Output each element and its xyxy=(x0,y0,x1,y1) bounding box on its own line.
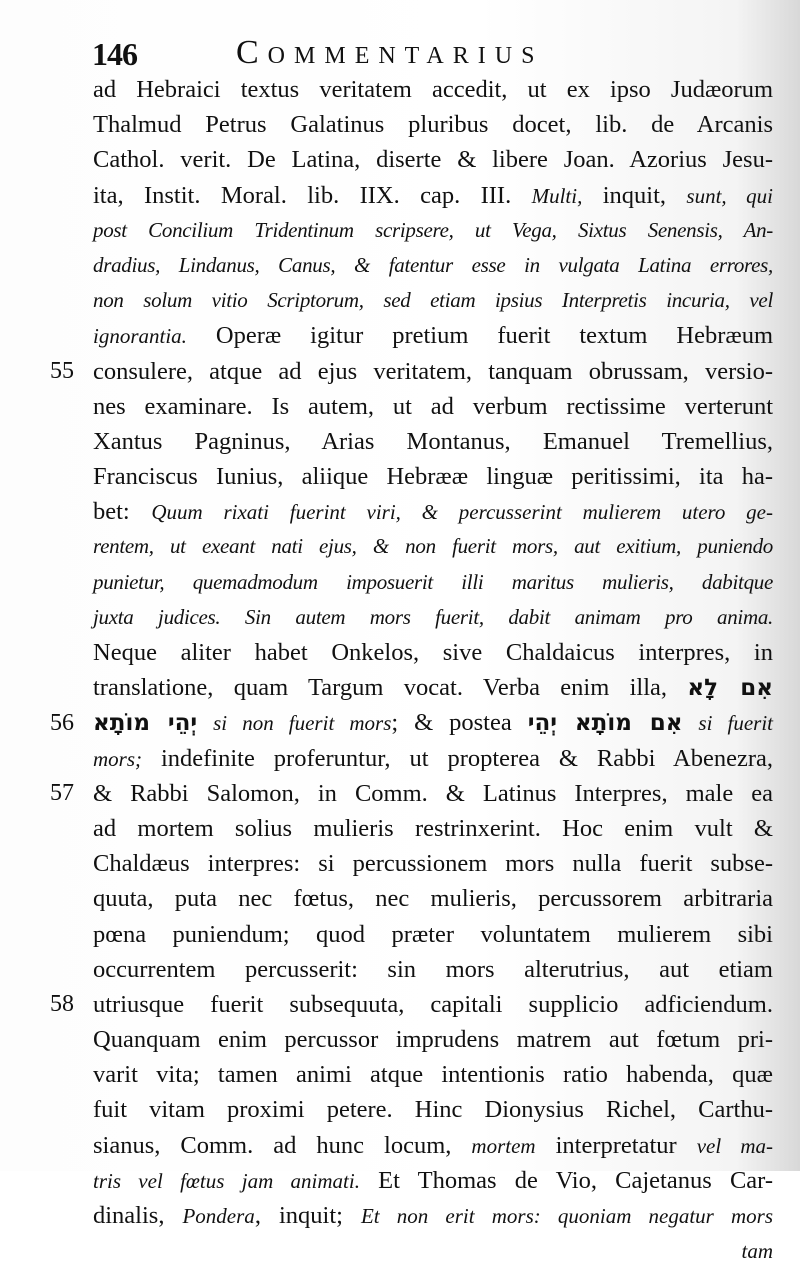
text-segment: indefinite proferuntur, ut propterea & Rabbi Abenezra, xyxy=(142,744,773,772)
text-segment: occurrentem percusserit: sin mors alterutrius, aut etiam xyxy=(93,955,773,983)
text-line xyxy=(93,987,773,1022)
text-segment: varit vita; tamen animi atque intentionis ratio habenda, quæ xyxy=(93,1061,773,1089)
italic-text: Pondera xyxy=(182,1204,255,1228)
text-segment: ; & postea xyxy=(391,709,528,737)
text-line xyxy=(93,635,773,670)
italic-text: Multi, xyxy=(531,183,583,208)
hebrew-text: אִם לָא xyxy=(687,675,773,702)
text-segment: utriusque fuerit subsequuta, capitali supplicio adficiendum. xyxy=(93,990,773,1018)
text-line xyxy=(93,213,773,248)
text-segment: Thalmud Petrus Galatinus pluribus docet, lib. de Arcanis xyxy=(93,111,773,139)
text-segment: rentem, ut exeant nati ejus, & non fuerit mors, aut exitium, puniendo xyxy=(93,534,773,559)
text-segment: ad Hebraici textus veritatem accedit, ut ex ipso Judæorum xyxy=(93,76,773,103)
margin-number: 56 xyxy=(50,709,74,736)
text-line xyxy=(93,424,773,459)
text-line xyxy=(93,248,773,283)
text-segment: dinalis, xyxy=(93,1202,183,1229)
text-segment: Neque aliter habet Onkelos, sive Chaldaicus interpres, in xyxy=(93,639,773,666)
text-line xyxy=(93,72,773,107)
running-head: Commentarius xyxy=(236,34,544,71)
text-segment: Xantus Pagninus, Arias Montanus, Emanuel Tremellius, xyxy=(93,427,773,455)
body-text xyxy=(93,72,773,1268)
text-segment: post Concilium Tridentinum scripsere, ut Vega, Sixtus Senensis, An- xyxy=(93,217,773,242)
text-segment: punietur, quemadmodum imposuerit illi maritus mulieris, dabitque xyxy=(93,569,773,594)
text-segment: ita, Instit. Moral. lib. IIX. cap. III. xyxy=(93,181,532,209)
text-segment: fuit vitam proximi petere. Hinc Dionysius Richel, Carthu- xyxy=(93,1096,773,1124)
text-line xyxy=(93,1163,773,1198)
text-line xyxy=(93,1057,773,1092)
text-segment: translatione, quam Targum vocat. Verba enim illa, xyxy=(93,674,688,702)
text-segment: , inquit; xyxy=(254,1202,361,1229)
text-line xyxy=(93,107,773,142)
text-segment: Chaldæus interpres: si percussionem mors nulla fuerit subse- xyxy=(93,850,773,878)
margin-number: 57 xyxy=(50,780,74,806)
text-segment: pœna puniendum; quod præter voluntatem mulierem sibi xyxy=(93,920,773,948)
text-segment: sianus, Comm. ad hunc locum, xyxy=(93,1131,472,1159)
page-header xyxy=(88,30,778,76)
italic-text: ignorantia. xyxy=(93,324,187,349)
text-line xyxy=(93,811,773,846)
text-line xyxy=(93,1198,773,1233)
text-line xyxy=(93,283,773,318)
text-line xyxy=(93,529,773,564)
text-line xyxy=(93,846,773,881)
italic-text: mors; xyxy=(93,746,143,771)
text-segment: Franciscus Iunius, aliique Hebrææ linguæ peritissimi, ita ha- xyxy=(93,463,773,491)
text-line xyxy=(93,1233,773,1268)
text-segment: dradius, Lindanus, Canus, & fatentur esse in vulgata Latina errores, xyxy=(93,252,773,277)
italic-text: tris vel fœtus jam animati. xyxy=(93,1168,360,1193)
text-line xyxy=(93,318,773,353)
text-line xyxy=(93,178,773,213)
text-line xyxy=(93,881,773,916)
italic-text: sunt, qui xyxy=(686,183,774,208)
text-segment: Et Thomas de Vio, Cajetanus Car- xyxy=(359,1166,773,1194)
text-line xyxy=(93,1022,773,1057)
text-segment: Operæ igitur pretium fuerit textum Hebræum xyxy=(186,322,773,350)
text-segment: quuta, puta nec fœtus, nec mulieris, percussorem arbitraria xyxy=(93,885,773,913)
text-line xyxy=(93,494,773,529)
italic-text: tam xyxy=(741,1239,773,1264)
text-line xyxy=(93,1092,773,1127)
italic-text: vel ma- xyxy=(696,1133,773,1158)
text-segment xyxy=(682,709,698,736)
text-line xyxy=(93,952,773,987)
italic-text: mortem xyxy=(471,1133,536,1158)
italic-text: si non fuerit mors xyxy=(213,711,392,736)
text-line xyxy=(93,670,773,705)
text-segment: Quanquam enim percussor imprudens matrem aut fœtum pri- xyxy=(93,1026,773,1054)
text-segment: nes examinare. Is autem, ut ad verbum rectissime verterunt xyxy=(93,392,773,420)
text-line xyxy=(93,705,773,740)
text-line xyxy=(93,917,773,952)
hebrew-text: יְהֵי מוֹתָא xyxy=(93,710,198,737)
text-segment: & Rabbi Salomon, in Comm. & Latinus Interpres, male ea xyxy=(93,779,773,807)
text-line xyxy=(93,354,773,389)
italic-text: Et non erit mors: quoniam negatur mors xyxy=(360,1204,773,1228)
text-segment: interpretatur xyxy=(535,1131,697,1159)
text-line xyxy=(93,565,773,600)
text-segment: consulere, atque ad ejus veritatem, tanquam obrussam, versio- xyxy=(93,357,773,385)
text-segment: ad mortem solius mulieris restrinxerint. Hoc enim vult & xyxy=(93,814,773,842)
text-segment xyxy=(197,709,213,736)
text-segment: juxta judices. Sin autem mors fuerit, dabit animam pro anima. xyxy=(93,604,773,629)
text-line xyxy=(93,389,773,424)
text-segment: bet: xyxy=(93,498,152,526)
margin-number: 55 xyxy=(50,357,74,384)
text-line xyxy=(93,459,773,494)
italic-text: Quum rixati fuerint viri, & percusserint mulierem utero ge- xyxy=(151,500,773,525)
hebrew-text: אִם מוֹתָא יְהֵי xyxy=(527,710,683,737)
text-line xyxy=(93,1128,773,1163)
text-segment: inquit, xyxy=(582,181,687,209)
text-line xyxy=(93,776,773,811)
text-segment: non solum vitio Scriptorum, sed etiam ipsius Interpretis incuria, vel xyxy=(93,288,773,313)
text-line xyxy=(93,600,773,635)
text-line xyxy=(93,142,773,177)
text-line xyxy=(93,741,773,776)
italic-text: si fuerit xyxy=(698,711,773,736)
margin-number: 58 xyxy=(50,991,74,1018)
text-segment: Cathol. verit. De Latina, diserte & libere Joan. Azorius Jesu- xyxy=(93,146,773,174)
page-number: 146 xyxy=(92,36,137,72)
